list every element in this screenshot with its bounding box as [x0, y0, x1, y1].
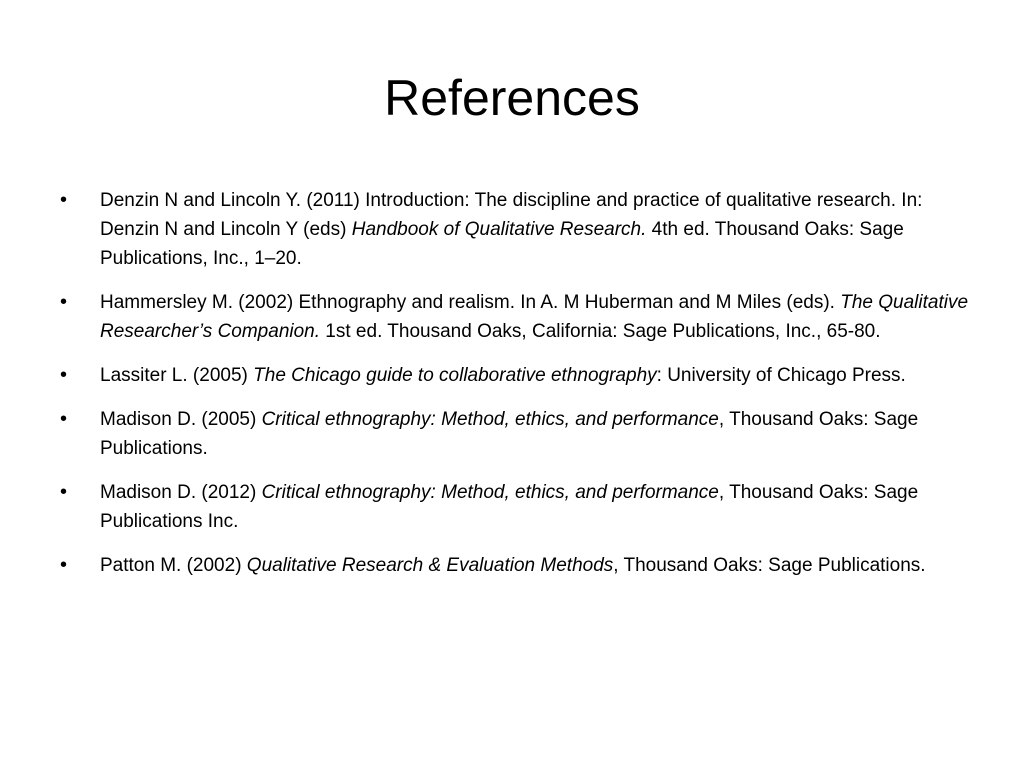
reference-item	[60, 361, 970, 390]
reference-text: 1st ed. Thousand Oaks, California: Sage Publications, Inc., 65-80.	[320, 321, 881, 342]
reference-text: 4th ed. Thousand Oaks: Sage Publications, Inc., 1–20.	[100, 219, 904, 269]
reference-title: Critical ethnography: Method, ethics, and performance	[261, 409, 719, 430]
bullet-icon: •	[60, 291, 68, 313]
slide-title: References	[384, 70, 640, 126]
reference-text: : University of Chicago Press.	[656, 365, 906, 386]
bullet-icon: •	[60, 481, 68, 503]
reference-text: , Thousand Oaks: Sage Publications.	[613, 555, 926, 576]
bullet-icon: •	[60, 364, 68, 386]
reference-text: Hammersley M. (2002) Ethnography and realism. In A. M Huberman and M Miles (eds).	[100, 292, 841, 313]
reference-title: Handbook of Qualitative Research.	[351, 219, 647, 240]
reference-text: Lassiter L. (2005)	[100, 365, 254, 386]
reference-text: Denzin N and Lincoln Y. (2011) Introduction: The discipline and practice of qualitative research. In: Denzin N and Lincoln Y (eds)	[100, 190, 923, 240]
reference-title: The Qualitative Researcher’s Companion.	[100, 292, 969, 342]
reference-item	[60, 551, 970, 580]
reference-title: The Chicago guide to collaborative ethnography	[253, 365, 657, 386]
reference-text: Madison D. (2005)	[100, 409, 262, 430]
reference-text: , Thousand Oaks: Sage Publications Inc.	[100, 482, 919, 532]
bullet-icon: •	[60, 408, 68, 430]
reference-title: Qualitative Research & Evaluation Methods	[246, 555, 614, 576]
reference-item	[60, 288, 970, 346]
reference-text: , Thousand Oaks: Sage Publications.	[100, 409, 919, 459]
reference-title: Critical ethnography: Method, ethics, and performance	[261, 482, 719, 503]
reference-item	[60, 405, 970, 463]
reference-item	[60, 478, 970, 536]
reference-item	[60, 186, 970, 273]
bullet-icon: •	[60, 189, 68, 211]
reference-text: Madison D. (2012)	[100, 482, 262, 503]
reference-list	[60, 186, 970, 595]
reference-text: Patton M. (2002)	[100, 555, 247, 576]
bullet-icon: •	[60, 554, 68, 576]
